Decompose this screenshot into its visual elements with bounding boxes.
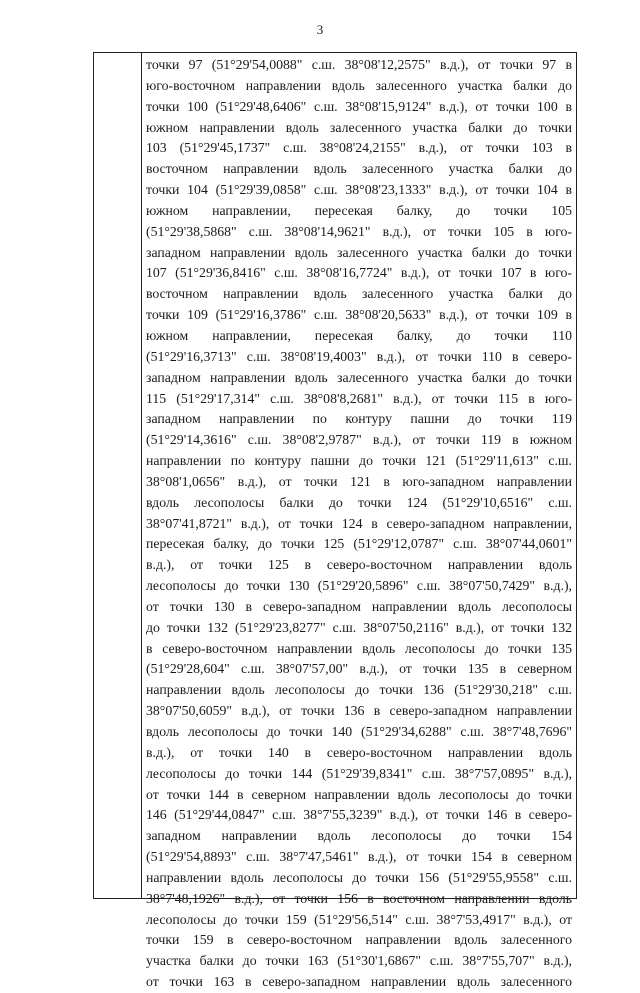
empty-left-column-cell [94, 53, 142, 898]
text-line: вдоль лесополосы балки до точки 124 (51°29'10,6516" с.ш. [146, 494, 572, 510]
text-line: пересекая балку, до точки 125 (51°29'12,0787" с.ш. 38°07'44,0601" [146, 536, 572, 552]
boundary-description-text [146, 55, 572, 993]
text-line: западном направлении вдоль лесополосы до точки 154 [146, 828, 572, 844]
text-line: в северо-восточном направлении вдоль лесополосы до точки 135 [146, 640, 572, 656]
text-line: до точки 132 (51°29'23,8277" с.ш. 38°07'50,2116" в.д.), от точки 132 [146, 619, 572, 635]
text-line: 38°07'41,8721" в.д.), от точки 124 в северо-западном направлении, [146, 515, 572, 531]
text-line: (51°29'16,3713" с.ш. 38°08'19,4003" в.д.), от точки 110 в северо- [146, 348, 572, 364]
text-line: восточном направлении вдоль залесенного участка балки до [146, 161, 572, 177]
text-line: южном направлении, пересекая балку, до точки 105 [146, 202, 572, 218]
text-line: направлении по контуру пашни до точки 121 (51°29'11,613" с.ш. [146, 453, 572, 469]
page-number: 3 [316, 22, 324, 37]
text-line: 107 (51°29'36,8416" с.ш. 38°08'16,7724" в.д.), от точки 107 в юго- [146, 265, 572, 281]
text-line: восточном направлении вдоль залесенного участка балки до [146, 286, 572, 302]
text-line: точки 109 (51°29'16,3786" с.ш. 38°08'20,5633" в.д.), от точки 109 в [146, 307, 572, 323]
text-line: точки 159 в северо-восточном направлении вдоль залесенного [146, 932, 572, 948]
text-line: в.д.), от точки 140 в северо-восточном направлении вдоль [146, 744, 572, 760]
text-line: 38°07'50,6059" в.д.), от точки 136 в северо-западном направлении [146, 703, 572, 719]
text-line: западном направлении вдоль залесенного участка балки до точки [146, 369, 572, 385]
text-line: 38°7'48,1926" в.д.), от точки 156 в восточном направлении вдоль [146, 890, 572, 906]
boundary-description-table [93, 52, 577, 990]
text-line: лесополосы до точки 159 (51°29'56,514" с.ш. 38°7'53,4917" в.д.), от [146, 911, 572, 927]
text-line: юго-восточном направлении вдоль залесенного участка балки до [146, 77, 572, 93]
text-line: от точки 130 в северо-западном направлении вдоль лесополосы [146, 598, 572, 614]
text-line: от точки 163 в северо-западном направлении вдоль залесенного [146, 974, 572, 990]
text-line: лесополосы до точки 144 (51°29'39,8341" с.ш. 38°7'57,0895" в.д.), [146, 765, 572, 781]
text-line: точки 97 (51°29'54,0088" с.ш. 38°08'12,2575" в.д.), от точки 97 в [146, 57, 572, 72]
text-line: точки 104 (51°29'39,0858" с.ш. 38°08'23,1333" в.д.), от точки 104 в [146, 182, 572, 198]
text-line: (51°29'38,5868" с.ш. 38°08'14,9621" в.д.), от точки 105 в юго- [146, 223, 572, 239]
text-line: южном направлении, пересекая балку, до точки 110 [146, 327, 572, 343]
text-line: южном направлении вдоль залесенного участка балки до точки [146, 119, 572, 135]
text-line: западном направлении по контуру пашни до точки 119 [146, 411, 572, 427]
text-line: 115 (51°29'17,314" с.ш. 38°08'8,2681" в.д.), от точки 115 в юго- [146, 390, 572, 406]
text-line: 38°08'1,0656" в.д.), от точки 121 в юго-западном направлении [146, 473, 572, 489]
text-line: направлении вдоль лесополосы до точки 136 (51°29'30,218" с.ш. [146, 682, 572, 698]
text-line: точки 100 (51°29'48,6406" с.ш. 38°08'15,9124" в.д.), от точки 100 в [146, 98, 572, 114]
text-line: (51°29'14,3616" с.ш. 38°08'2,9787" в.д.), от точки 119 в южном [146, 432, 572, 448]
text-line: от точки 144 в северном направлении вдоль лесополосы до точки [146, 786, 572, 802]
text-line: западном направлении вдоль залесенного участка балки до точки [146, 244, 572, 260]
text-line: 103 (51°29'45,1737" с.ш. 38°08'24,2155" в.д.), от точки 103 в [146, 140, 572, 156]
text-line: (51°29'28,604" с.ш. 38°07'57,00" в.д.), от точки 135 в северном [146, 661, 572, 677]
text-line: участка балки до точки 163 (51°30'1,6867" с.ш. 38°7'55,707" в.д.), [146, 953, 572, 969]
text-line: (51°29'54,8893" с.ш. 38°7'47,5461" в.д.), от точки 154 в северном [146, 849, 572, 865]
text-line: вдоль лесополосы до точки 140 (51°29'34,6288" с.ш. 38°7'48,7696" [146, 724, 572, 739]
text-line: направлении вдоль лесополосы до точки 156 (51°29'55,9558" с.ш. [146, 869, 572, 885]
text-line: лесополосы до точки 130 (51°29'20,5896" с.ш. 38°07'50,7429" в.д.), [146, 578, 572, 594]
text-line: 146 (51°29'44,0847" с.ш. 38°7'55,3239" в.д.), от точки 146 в северо- [146, 807, 572, 823]
text-line: в.д.), от точки 125 в северо-восточном направлении вдоль [146, 557, 572, 573]
